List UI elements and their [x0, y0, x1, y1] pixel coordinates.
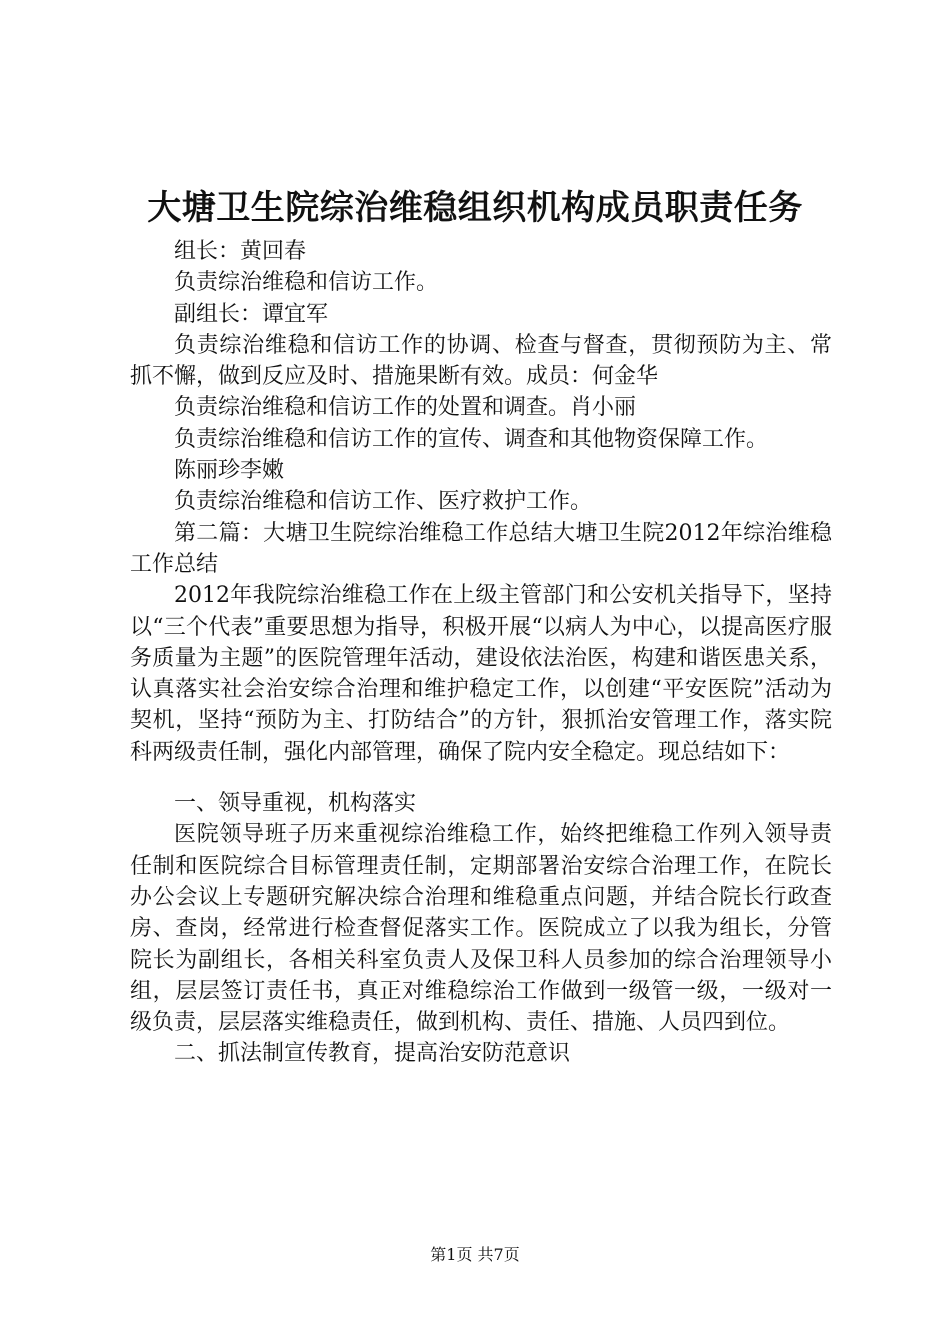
paragraph-member-duty-2: 负责综治维稳和信访工作的宣传、调查和其他物资保障工作。 — [174, 426, 769, 452]
paragraph-leader: 组长：黄回春 — [174, 239, 307, 264]
paragraph-deputy-leader: 副组长：谭宜军 — [174, 301, 329, 327]
paragraph-second-article-title: 第二篇：大塘卫生院综治维稳工作总结大塘卫生院2012年综治维稳工作总结 — [130, 520, 832, 577]
paragraph-summary-intro: 2012年我院综治维稳工作在上级主管部门和公安机关指导下，坚持以“三个代表”重要思想为指导，积极开展“以病人为中心，以提高医疗服务质量为主题”的医院管理年活动，建设依法治医，构建和谐医患关系，认真落实社会治安综合治理和维护稳定工作，以创建“平安医院”活动为契机，坚持“预防为主、打防结合”的方针，狠抓治安管理工作，落实院科两级责任制，强化内部管理，确保了院内安全稳定。现总结如下： — [130, 583, 832, 765]
paragraph-section-1: 医院领导班子历来重视综治维稳工作，始终把维稳工作列入领导责任制和医院综合目标管理责任制，定期部署治安综合治理工作，在院长办公会议上专题研究解决综合治理和维稳重点问题，并结合院长行政查房、查岗，经常进行检查督促落实工作。医院成立了以我为组长，分管院长为副组长，各相关科室负责人及保卫科人员参加的综合治理领导小组，层层签订责任书，真正对维稳综治工作做到一级管一级，一级对一级负责，层层落实维稳责任，做到机构、责任、措施、人员四到位。 — [130, 822, 832, 1036]
document-body — [130, 236, 832, 1070]
paragraph-leader-duty: 负责综治维稳和信访工作。 — [174, 270, 439, 296]
page-footer: 第1页 共7页 — [430, 1245, 520, 1264]
section-heading-2: 二、抓法制宣传教育，提高治安防范意识 — [174, 1041, 571, 1067]
section-heading-1: 一、领导重视，机构落实 — [174, 791, 417, 817]
paragraph-member-duty-1: 负责综治维稳和信访工作的处置和调查。肖小丽 — [174, 395, 637, 421]
paragraph-deputy-duty: 负责综治维稳和信访工作的协调、检查与督查，贯彻预防为主、常抓不懈，做到反应及时、措施果断有效。成员：何金华 — [130, 332, 832, 390]
document-title: 大塘卫生院综治维稳组织机构成员职责任务 — [147, 188, 803, 228]
paragraph-member-duty-3: 负责综治维稳和信访工作、医疗救护工作。 — [174, 489, 593, 515]
paragraph-members: 陈丽珍李嫩 — [174, 458, 285, 484]
